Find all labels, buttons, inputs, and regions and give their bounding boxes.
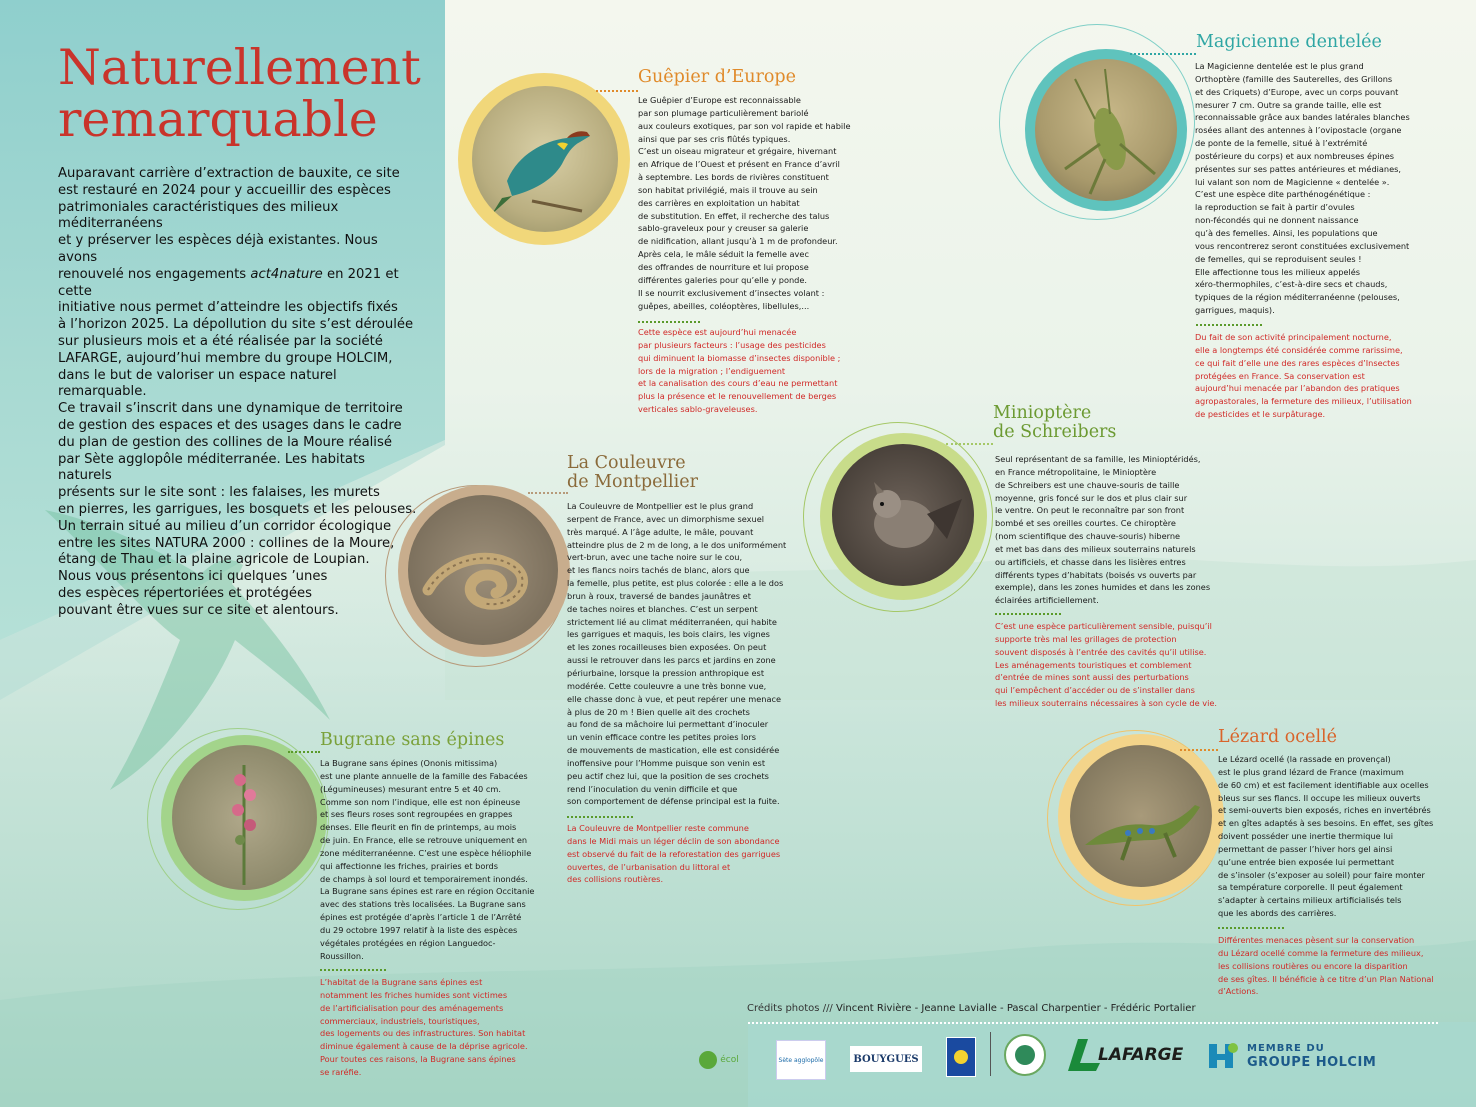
bee-eater-icon xyxy=(472,86,618,232)
lezard-title-dots xyxy=(1180,749,1218,751)
magicienne-title-dots xyxy=(1130,53,1196,55)
holcim-group-label: GROUPE HOLCIM xyxy=(1247,1055,1377,1070)
logo-sete-agglopole: Sète agglopôle xyxy=(776,1040,826,1080)
cricket-icon xyxy=(1035,59,1177,201)
snake-icon xyxy=(408,495,558,645)
magicienne-threat: Du fait de son activité principalement nocturne, elle a longtemps été considérée comme rarissime, ce qui fait d’elle une des rares espèces d’Insectes protégées en France. Sa conservation est aujourd’hui menacée par l’abandon des pratiques agropastorales, la fermeture des milieux, l’utilisation de pesticides et le surpâturage. xyxy=(1195,332,1412,420)
intro-text: Auparavant carrière d’extraction de bauxite, ce site est restauré en 2024 pour y accueillir des espèces patrimoniales caractéristiques des milieux méditerranéens et y préserver les espèces déjà existantes. Nous avons renouvelé nos engagements act4nature en 2021 et cette initiative nous permet d’atteindre les objectifs fixés à l’horizon 2025. La dépollution du site s’est déroulée sur plusieurs mois et a été réalisée par la société LAFARGE, aujourd’hui membre du groupe HOLCIM, dans le but de valoriser un espace naturel remarquable. Ce travail s’inscrit dans une dynamique de territoire de gestion des espaces et des usages dans le cadre du plan de gestion des collines de la Moure réalisé par Sète agglopôle méditerranée. Les habitats naturels présents sur le site sont : les falaises, les murets en pierres, les garrigues, les bosquets et les pelouses. Un terrain situé au milieu d’un corridor écologique entre les sites NATURA 2000 : collines de la Moure, étang de Thau et la plaine agricole de Loupian. Nous vous présentons ici quelques ’unes des espèces répertoriées et protégées pouvant être vues sur ce site et alentours. xyxy=(58,166,417,618)
magicienne-title: Magicienne dentelée xyxy=(1196,32,1382,52)
lezard-threat: Différentes menaces pèsent sur la conservation du Lézard ocellé comme la fermeture des milieux, les collisions routières ou encore la disparition de ses gîtes. Il bénéficie à ce titre d’un Plan National d’Actions. xyxy=(1218,935,1434,997)
photo-credits xyxy=(747,1003,1196,1014)
lizard-icon xyxy=(1070,745,1212,887)
couleuvre-text: La Couleuvre de Montpellier est le plus grand serpent de France, avec un dimorphisme sexuel très marqué. A l’âge adulte, le mâle, pouvant atteindre plus de 2 m de long, a le dos uniformément vert-brun, avec une tache noire sur le cou, et les flancs noirs tachés de blanc, alors que la femelle, plus petite, est plus colorée : elle a le dos brun à roux, traversé de bandes jaunâtres et de taches noires et blanches. C’est un serpent strictement lié au climat méditerranéen, qui habite les garrigues et maquis, les bois clairs, les vignes et les zones rocailleuses bien exposées. On peut aussi le retrouver dans les parcs et jardins en zone périurbaine, lorsque la pression anthropique est modérée. Cette couleuvre a une très bonne vue, elle chasse donc à vue, et peut repérer une menace à plus de 20 m ! Bien quelle ait des crochets au fond de sa mâchoire lui permettant d’inoculer un venin efficace contre les petites proies lors de mouvements de mastication, elle est considérée inoffensive pour l’Homme puisque son venin est peu actif chez lui, que la position de ses crochets rend l’inoculation du venin difficile et que son comportement de défense principal est la fuite. xyxy=(567,501,787,807)
guepier-threat-dots xyxy=(638,321,700,323)
minioptere-title: Minioptère de Schreibers xyxy=(993,403,1117,442)
lezard-title: Lézard ocellé xyxy=(1218,727,1338,747)
magicienne-text: La Magicienne dentelée est le plus grand Orthoptère (famille des Sauterelles, des Grillons et des Criquets) d’Europe, avec un corps pouvant mesurer 7 cm. Outre sa grande taille, elle est reconnaissable grâce aux bandes latérales blanches rosées allant des antennes à l’ovipostacle (organe de ponte de la femelle, situé à l’extrémité postérieure du corps) et aux nombreuses épines présentes sur ses pattes antérieures et médianes, lui valant son nom de Magicienne « dentelée ». C’est une espèce dite parthénogénétique : la reproduction se fait à partir d’ovules non-fécondés qui ne donnent naissance qu’à des femelles. Ainsi, les populations que vous rencontrerez seront constituées exclusivement de femelles, qui se reproduisent seules ! Elle affectionne tous les milieux appelés xéro-thermophiles, c’est-à-dire secs et chauds, typiques de la région méditerranéenne (pelouses, garrigues, maquis). xyxy=(1195,61,1410,316)
bugrane-text: La Bugrane sans épines (Ononis mitissima) est une plante annuelle de la famille des Fabacées (Légumineuses) mesurant entre 5 et 40 cm. Comme son nom l’indique, elle est non épineuse et ses fleurs roses sont regroupées en grappes denses. Elle fleurit en fin de printemps, au mois de juin. En France, elle se retrouve uniquement en zone méditerranéenne. C’est une espèce héliophile qui affectionne les friches, prairies et bords de champs à sol lourd et temporairement inondés. La Bugrane sans épines est rare en région Occitanie avec des stations très localisées. La Bugrane sans épines est protégée d’après l’article 1 de l’Arrêté du 29 octobre 1997 relatif à la liste des espèces végétales protégées en région Languedoc- Roussillon. xyxy=(320,758,535,961)
ecol-leaf-icon xyxy=(699,1051,717,1069)
minioptere-threat-dots xyxy=(995,613,1061,615)
guepier-title: Guêpier d’Europe xyxy=(638,67,796,87)
guepier-threat: Cette espèce est aujourd’hui menacée par plusieurs facteurs : l’usage des pesticides qui diminuent la biomasse d’insectes disponible ; lors de la migration ; l’endiguement et la canalisation des cours d’eau ne permettant plus la présence et le renouvellement de berges verticales sablo-graveleuses. xyxy=(638,327,841,415)
seal-icon xyxy=(1015,1045,1035,1065)
page-title: Naturellement remarquable xyxy=(58,39,421,148)
bugrane-photo xyxy=(172,745,317,890)
couleuvre-title-dots xyxy=(528,492,568,494)
act4nature-label: act4nature xyxy=(250,266,323,282)
logo-blue-shield xyxy=(946,1037,976,1077)
flower-icon xyxy=(172,745,317,890)
logo-separator xyxy=(990,1032,991,1076)
logo-lafarge: LAFARGE xyxy=(1064,1036,1188,1074)
lezard-photo xyxy=(1070,745,1212,887)
logo-holcim xyxy=(1205,1038,1385,1074)
holcim-member-label: MEMBRE DU xyxy=(1247,1043,1325,1054)
logo-bouygues: BOUYGUES xyxy=(850,1046,922,1072)
guepier-text: Le Guêpier d’Europe est reconnaissable par son plumage particulièrement bariolé aux couleurs exotiques, par son vol rapide et habile ainsi que par ses cris flûtés typiques. C’est un oiseau migrateur et grégaire, hivernant en Afrique de l’Ouest et présent en France d’avril à septembre. Les bords de rivières constituent son habitat privilégié, mais il trouve au sein des carrières en exploitation un habitat de substitution. En effet, il recherche des talus sablo-graveleux pour y creuser sa galerie de nidification, allant jusqu’à 1 m de profondeur. Après cela, le mâle séduit la femelle avec des offrandes de nourriture et lui propose différentes galeries pour qu’elle y ponde. Il se nourrit exclusivement d’insectes volant : guêpes, abeilles, coléoptères, libellules,... xyxy=(638,95,851,311)
lezard-text: Le Lézard ocellé (la rassade en provençal) est le plus grand lézard de France (maximum de 60 cm) et est facilement identifiable aux ocelles bleus sur ses flancs. Il occupe les milieux ouverts et semi-ouverts bien exposés, riches en invertébrés et en gîtes adaptés à ses besoins. En effet, ses gîtes doivent posséder une inertie thermique lui permettant de passer l’hiver hors gel ainsi qu’une entrée bien exposée lui permettant de s’insoler (s’exposer au soleil) pour faire monter sa température corporelle. Il peut également s’adapter à certains milieux artificialisés tels que les abords des carrières. xyxy=(1218,754,1434,919)
shield-icon xyxy=(954,1050,968,1064)
bugrane-threat: L’habitat de la Bugrane sans épines est notamment les friches humides sont victimes de l’artificialisation pour des aménagements commerciaux, industriels, touristiques, des logements ou des infrastructures. Son habitat diminue également à cause de la déprise agricole. Pour toutes ces raisons, la Bugrane sans épines se raréfie. xyxy=(320,977,528,1077)
couleuvre-threat: La Couleuvre de Montpellier reste commune dans le Midi mais un léger déclin de son abondance est observé du fait de la reforestation des garrigues ouvertes, de l’urbanisation du littoral et des collisions routières. xyxy=(567,823,781,885)
credits-label: Crédits photos /// xyxy=(747,1003,833,1014)
magicienne-threat-dots xyxy=(1196,324,1262,326)
holcim-h-icon xyxy=(1205,1038,1241,1074)
minioptere-title-dots xyxy=(946,443,993,445)
couleuvre-photo xyxy=(408,495,558,645)
magicienne-photo xyxy=(1035,59,1177,201)
minioptere-photo xyxy=(832,444,974,586)
bugrane-title: Bugrane sans épines xyxy=(320,730,505,750)
lezard-threat-dots xyxy=(1218,927,1284,929)
minioptere-threat: C’est une espèce particulièrement sensible, puisqu’il supporte très mal les grillages de protection souvent disposés à l’entrée des cavités qu’il utilise. Les aménagements touristiques et comblement d’entrée de mines sont aussi des perturbations qui l’empêchent d’accéder ou de s’installer dans les milieux souterrains nécessaires à son cycle de vie. xyxy=(995,621,1218,709)
logo-ecol: écol xyxy=(678,1045,760,1075)
bat-icon xyxy=(832,444,974,586)
credits-names: Vincent Rivière - Jeanne Lavialle - Pascal Charpentier - Frédéric Portalier xyxy=(832,1003,1196,1014)
logo-round-seal xyxy=(1004,1034,1046,1076)
bugrane-title-dots xyxy=(288,751,320,753)
guepier-photo xyxy=(472,86,618,232)
guepier-title-dots xyxy=(596,90,638,92)
footer-divider xyxy=(748,1022,1438,1024)
bugrane-threat-dots xyxy=(320,969,386,971)
minioptere-text: Seul représentant de sa famille, les Minioptéridés, en France métropolitaine, le Minioptère de Schreibers est une chauve-souris de taille moyenne, gris foncé sur le dos et plus clair sur le ventre. On peut le reconnaître par son front bombé et ses oreilles courtes. Ce chiroptère (nom scientifique des chauve-souris) hiberne et met bas dans des milieux souterrains naturels ou artificiels, et chasse dans les lisières entres différents types d’habitats (boisés vs ouverts par exemple), dans les zones humides et dans les zones éclairées artificiellement. xyxy=(995,454,1211,606)
couleuvre-threat-dots xyxy=(567,816,633,818)
couleuvre-title: La Couleuvre de Montpellier xyxy=(567,453,698,492)
